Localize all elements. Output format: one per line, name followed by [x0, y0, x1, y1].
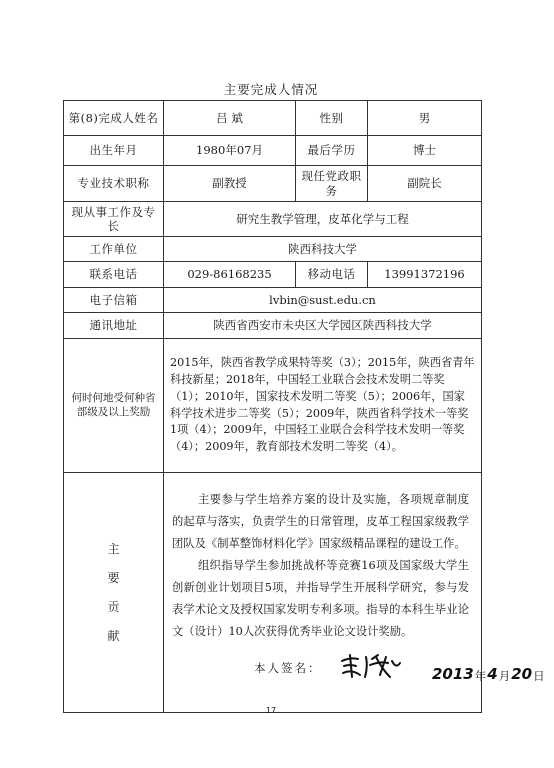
- address-value: 陕西省西安市未央区大学园区陕西科技大学: [164, 313, 482, 339]
- mobile-label: 移动电话: [296, 262, 368, 288]
- birth-value: 1980年07月: [164, 136, 296, 166]
- name-gender-row: [64, 101, 482, 136]
- page-title: 主要完成人情况: [223, 82, 319, 97]
- contributions-paragraph: 组织指导学生参加挑战杯等竞赛16项及国家级大学生创新创业计划项目5项，并指导学生开展科学研究，参与发表学术论文及授权国家发明专利多项。指导的本科生毕业论文（设计）10人次获得优秀毕业论文设计奖励。: [172, 559, 469, 638]
- email-label: 电子信箱: [64, 288, 164, 313]
- awards-text: 2015年，陕西省教学成果特等奖（3）；2015年，陕西省青年科技新星；2018年，中国轻工业联合会技术发明二等奖（1）；2010年，国家技术发明二等奖（5）；2006年，国家科学技术进步二等奖（5）；2009年，陕西省科学技术一等奖1项（4）；2009年，中国轻工业联合会科学技术发明一等奖（4）；2009年，教育部技术发明二等奖（4）。: [164, 339, 482, 473]
- contributions-label-char: 要: [107, 570, 120, 585]
- email-value: lvbin@sust.edu.cn: [164, 288, 482, 313]
- party-post-value: 副院长: [368, 166, 482, 202]
- email-row: [64, 288, 482, 313]
- work-unit-value: 陕西科技大学: [164, 237, 482, 262]
- work-expertise-value: 研究生教学管理，皮革化学与工程: [164, 202, 482, 237]
- work-unit-label: 工作单位: [64, 237, 164, 262]
- contributions-text: [172, 489, 469, 643]
- birth-education-row: [64, 136, 482, 166]
- name-value: 吕 斌: [164, 101, 296, 136]
- phone-value: 029-86168235: [164, 262, 296, 288]
- birth-label: 出生年月: [64, 136, 164, 166]
- signature-date: [432, 665, 546, 684]
- title-position-row: [64, 166, 482, 202]
- contributions-label-char: 主: [107, 541, 120, 556]
- awards-row: [64, 339, 482, 473]
- work-unit-row: [64, 237, 482, 262]
- mobile-value: 13991372196: [368, 262, 482, 288]
- professional-title-value: 副教授: [164, 166, 296, 202]
- signature-row: [234, 661, 554, 701]
- date-day: 20: [511, 665, 533, 683]
- education-label: 最后学历: [296, 136, 368, 166]
- work-expertise-label: 现从事工作及专长: [64, 202, 164, 237]
- contributions-label-char: 贡: [107, 599, 120, 614]
- work-expertise-row: [64, 202, 482, 237]
- date-year-unit: 年: [474, 669, 487, 684]
- contributions-label: [64, 473, 164, 713]
- party-post-label: 现任党政职务: [296, 166, 368, 202]
- phone-row: [64, 262, 482, 288]
- awards-label: 何时何地受何种省部级及以上奖励: [64, 339, 164, 473]
- personnel-info-table: [63, 100, 545, 713]
- gender-value: 男: [368, 101, 482, 136]
- phone-label: 联系电话: [64, 262, 164, 288]
- contributions-paragraph: 主要参与学生培养方案的设计及实施，各项规章制度的起草与落实，负责学生的日常管理，皮革工程国家级教学团队及《制革整饰材料化学》国家级精品课程的建设工作。: [172, 493, 469, 550]
- date-day-unit: 日: [533, 669, 545, 684]
- address-row: [64, 313, 482, 339]
- contributions-cell: [164, 473, 545, 713]
- date-month-unit: 月: [498, 669, 511, 684]
- contributions-row: [64, 473, 482, 713]
- page-number: 17: [265, 706, 277, 715]
- date-month: 4: [487, 665, 498, 683]
- signature-label: 本人签名：: [254, 661, 322, 675]
- date-year: 2013: [432, 665, 474, 683]
- education-value: 博士: [368, 136, 482, 166]
- address-label: 通讯地址: [64, 313, 164, 339]
- name-label: 第(8)完成人姓名: [64, 101, 164, 136]
- handwritten-signature: [338, 651, 406, 681]
- contributions-label-char: 献: [107, 628, 120, 643]
- gender-label: 性别: [296, 101, 368, 136]
- professional-title-label: 专业技术职称: [64, 166, 164, 202]
